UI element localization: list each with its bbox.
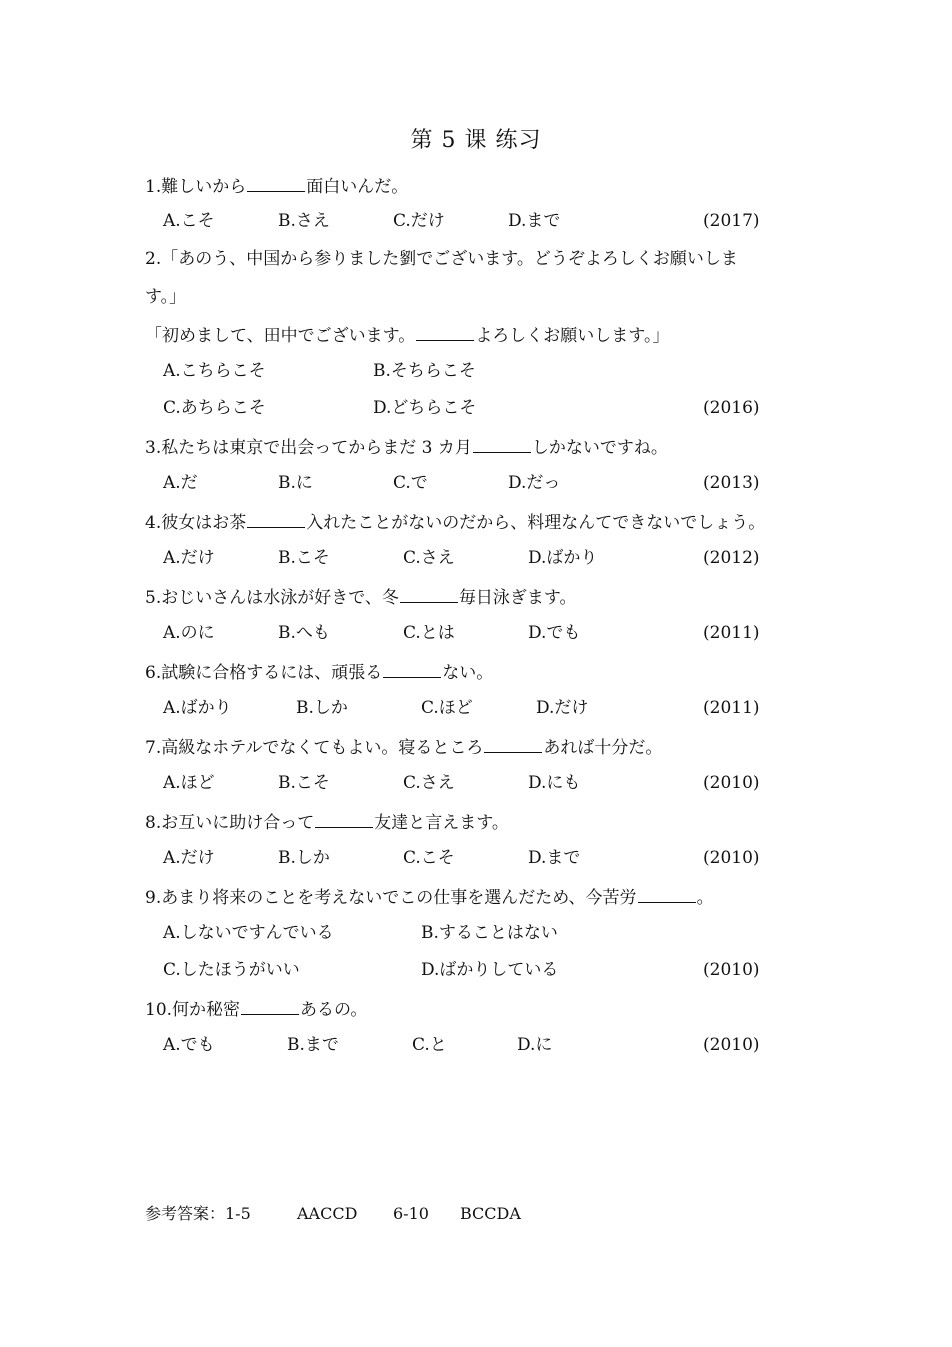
option-b: B.することはない bbox=[421, 923, 558, 943]
options-row bbox=[163, 470, 783, 496]
option-c: C.したほうがいい bbox=[163, 960, 300, 980]
option-c: C.さえ bbox=[403, 548, 455, 568]
question-text: あれば十分だ。 bbox=[543, 738, 663, 758]
options-row bbox=[163, 358, 783, 384]
question-text: 。 bbox=[696, 888, 714, 908]
question-text: おじいさんは水泳が好きで、冬 bbox=[161, 588, 399, 608]
option-a: A.ほど bbox=[163, 773, 215, 793]
option-a: A.だけ bbox=[163, 848, 215, 868]
options-row bbox=[163, 1032, 783, 1058]
option-a: A.こちらこそ bbox=[163, 361, 266, 381]
answer-blank bbox=[241, 995, 299, 1015]
option-d: D.どちらこそ bbox=[373, 398, 477, 418]
question-number: 6. bbox=[145, 663, 162, 683]
question-2-continued bbox=[145, 284, 186, 310]
answer-key-group-1: AACCD bbox=[297, 1204, 358, 1223]
answer-blank bbox=[400, 583, 458, 603]
question-text: 面白いんだ。 bbox=[306, 177, 409, 197]
question-text: 試験に合格するには、頑張る bbox=[161, 663, 383, 683]
exam-year: (2010) bbox=[703, 848, 760, 868]
question-7 bbox=[145, 733, 662, 761]
question-number: 3. bbox=[145, 438, 162, 458]
option-d: D.でも bbox=[528, 623, 581, 643]
question-text: 何か秘密 bbox=[172, 1000, 241, 1020]
option-b: B.に bbox=[278, 473, 313, 493]
option-a: A.こそ bbox=[163, 211, 215, 231]
options-row bbox=[163, 845, 783, 871]
option-a: A.のに bbox=[163, 623, 215, 643]
answer-blank bbox=[247, 508, 305, 528]
exam-year: (2013) bbox=[703, 473, 760, 493]
question-text: 「あのう、中国から参りました劉でございます。どうぞよろしくお願いしま bbox=[161, 249, 738, 269]
question-text: しかないですね。 bbox=[531, 438, 668, 458]
question-text: あまり将来のことを考えないでこの仕事を選んだため、今苦労 bbox=[161, 888, 637, 908]
option-b: B.さえ bbox=[278, 211, 330, 231]
question-6 bbox=[145, 658, 493, 686]
answer-blank bbox=[638, 883, 696, 903]
answer-key-range-2: 6-10 bbox=[393, 1204, 429, 1223]
options-row bbox=[163, 545, 783, 571]
options-row bbox=[163, 957, 783, 983]
question-text: 私たちは東京で出会ってからまだ 3 カ月 bbox=[161, 438, 472, 458]
question-text: ない。 bbox=[442, 663, 494, 683]
option-c: C.ほど bbox=[421, 698, 473, 718]
option-a: A.だけ bbox=[163, 548, 215, 568]
answer-blank bbox=[315, 808, 373, 828]
option-c: C.とは bbox=[403, 623, 455, 643]
answer-blank bbox=[416, 321, 474, 341]
question-1 bbox=[145, 172, 408, 200]
option-c: C.あちらこそ bbox=[163, 398, 266, 418]
question-number: 1. bbox=[145, 177, 162, 197]
exam-year: (2017) bbox=[703, 211, 760, 231]
question-text: 毎日泳ぎます。 bbox=[458, 588, 577, 608]
exam-year: (2010) bbox=[703, 960, 760, 980]
question-2 bbox=[145, 246, 738, 272]
question-text: よろしくお願いします。」 bbox=[475, 326, 670, 346]
question-number: 5. bbox=[145, 588, 162, 608]
answer-blank bbox=[383, 658, 441, 678]
option-b: B.へも bbox=[278, 623, 330, 643]
option-c: C.こそ bbox=[403, 848, 455, 868]
question-9 bbox=[145, 883, 714, 911]
exam-year: (2011) bbox=[703, 698, 760, 718]
question-3 bbox=[145, 433, 668, 461]
question-number: 2. bbox=[145, 249, 162, 269]
option-b: B.しか bbox=[296, 698, 348, 718]
answer-blank bbox=[247, 172, 305, 192]
option-d: D.ばかりしている bbox=[421, 960, 559, 980]
option-d: D.まで bbox=[508, 211, 561, 231]
question-2-reply bbox=[145, 321, 669, 349]
question-text: 難しいから bbox=[161, 177, 247, 197]
options-row bbox=[163, 920, 783, 946]
question-text: お互いに助け合って bbox=[161, 813, 315, 833]
option-d: D.に bbox=[517, 1035, 553, 1055]
question-text: 高級なホテルでなくてもよい。寝るところ bbox=[161, 738, 484, 758]
option-d: D.まで bbox=[528, 848, 581, 868]
question-5 bbox=[145, 583, 577, 611]
question-text: 「初めまして、田中でございます。 bbox=[145, 326, 416, 346]
answer-blank bbox=[473, 433, 531, 453]
option-b: B.しか bbox=[278, 848, 330, 868]
question-8 bbox=[145, 808, 509, 836]
answer-key-group-2: BCCDA bbox=[460, 1204, 521, 1223]
option-d: D.にも bbox=[528, 773, 581, 793]
option-b: B.そちらこそ bbox=[373, 361, 476, 381]
question-text: あるの。 bbox=[300, 1000, 368, 1020]
options-row bbox=[163, 395, 783, 421]
exam-year: (2012) bbox=[703, 548, 760, 568]
exam-year: (2010) bbox=[703, 773, 760, 793]
option-d: D.ばかり bbox=[528, 548, 598, 568]
option-c: C.だけ bbox=[393, 211, 445, 231]
question-number: 4. bbox=[145, 513, 162, 533]
option-b: B.まで bbox=[287, 1035, 339, 1055]
question-text: す。」 bbox=[145, 287, 187, 307]
option-d: D.だっ bbox=[508, 473, 561, 493]
exam-year: (2011) bbox=[703, 623, 760, 643]
option-a: A.しないですんでいる bbox=[163, 923, 334, 943]
option-a: A.ばかり bbox=[163, 698, 232, 718]
question-number: 8. bbox=[145, 813, 162, 833]
options-row bbox=[163, 770, 783, 796]
option-a: A.でも bbox=[163, 1035, 215, 1055]
options-row bbox=[163, 620, 783, 646]
question-number: 9. bbox=[145, 888, 162, 908]
question-text: 入れたことがないのだから、料理なんてできないでしょう。 bbox=[306, 513, 766, 533]
option-b: B.こそ bbox=[278, 548, 330, 568]
question-text: 彼女はお茶 bbox=[161, 513, 247, 533]
option-d: D.だけ bbox=[536, 698, 589, 718]
option-a: A.だ bbox=[163, 473, 198, 493]
answer-key-label: 参考答案：1-5 bbox=[145, 1204, 251, 1223]
option-c: C.と bbox=[412, 1035, 447, 1055]
page-title: 第 5 课 练习 bbox=[410, 128, 542, 153]
exam-year: (2010) bbox=[703, 1035, 760, 1055]
options-row bbox=[163, 208, 783, 234]
question-number: 7. bbox=[145, 738, 162, 758]
option-b: B.こそ bbox=[278, 773, 330, 793]
question-4 bbox=[145, 508, 765, 536]
option-c: C.で bbox=[393, 473, 428, 493]
answer-blank bbox=[484, 733, 542, 753]
exam-year: (2016) bbox=[703, 398, 760, 418]
options-row bbox=[163, 695, 783, 721]
option-c: C.さえ bbox=[403, 773, 455, 793]
question-10 bbox=[145, 995, 367, 1023]
question-number: 10. bbox=[145, 1000, 173, 1020]
question-text: 友達と言えます。 bbox=[374, 813, 509, 833]
